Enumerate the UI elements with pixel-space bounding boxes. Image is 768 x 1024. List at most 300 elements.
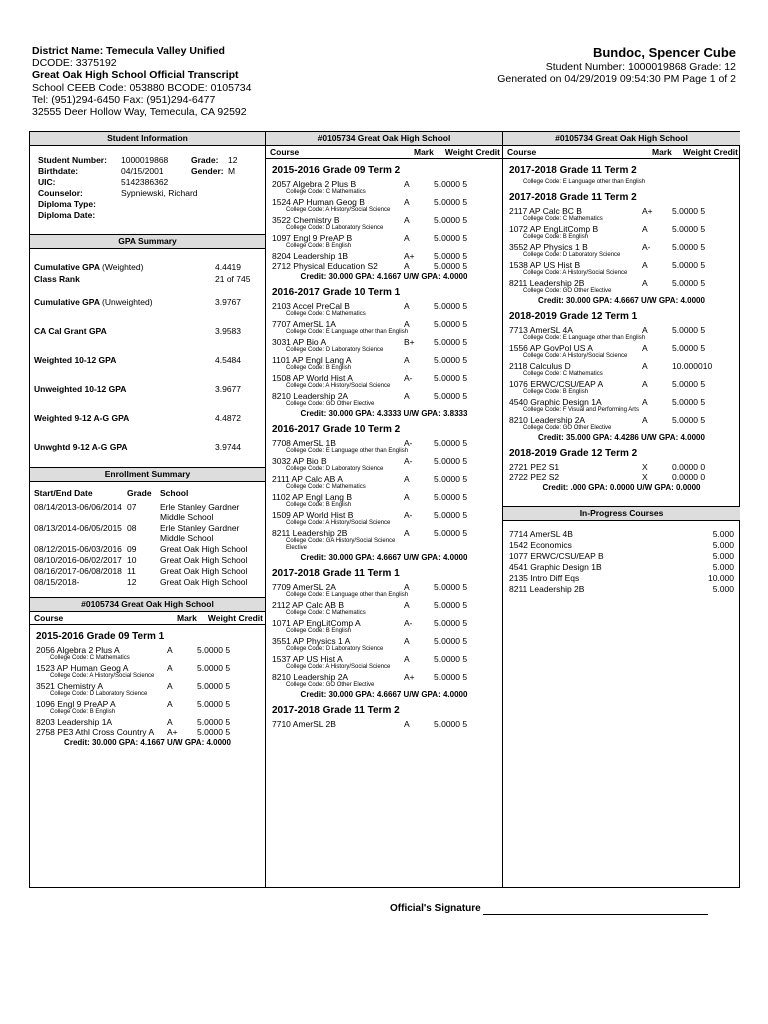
in-progress-row — [503, 540, 740, 551]
course-name: 8210 Leadership 2A — [272, 391, 349, 401]
label: UIC: — [38, 177, 56, 187]
school-title: Great Oak High School Official Transcript — [32, 69, 239, 82]
college-code: College Code: GO Other Elective — [523, 425, 612, 431]
course-row — [266, 582, 502, 592]
course-row — [503, 242, 740, 252]
enrollment-grade: 08 — [127, 523, 137, 533]
college-code: College Code: GO Other Elective — [523, 288, 612, 294]
course-weight-credit: 5.0000 5 — [434, 355, 468, 365]
term-block — [503, 165, 740, 305]
college-code: College Code: E Language other than English — [286, 592, 409, 598]
term-block — [266, 568, 502, 699]
course-weight-credit: 5.0000 5 — [672, 224, 706, 234]
enrollment-date: 08/14/2013-06/06/2014 — [34, 502, 122, 512]
college-code: College Code: E Language other than English — [523, 335, 646, 341]
course-weight-credit: 5.0000 5 — [197, 699, 231, 709]
course-row — [503, 472, 740, 482]
course-mark: A — [167, 699, 173, 709]
term-title: 2017-2018 Grade 11 Term 1 — [272, 568, 400, 579]
in-progress-course: 8211 Leadership 2B — [509, 584, 585, 594]
grade: 12 — [228, 155, 238, 165]
course-weight-credit: 5.0000 5 — [434, 492, 468, 502]
course-weight-credit: 5.0000 5 — [434, 301, 468, 311]
school-address: 32555 Deer Hollow Way, Temecula, CA 92592 — [32, 106, 247, 119]
term-block — [266, 165, 502, 281]
label: Counselor: — [38, 188, 83, 198]
student-info-title: Student Information — [30, 132, 265, 146]
in-progress-row — [503, 573, 740, 584]
course-name: 2111 AP Calc AB A — [272, 474, 343, 484]
course-name: 2118 Calculus D — [509, 361, 571, 371]
course-row — [266, 373, 502, 383]
course-mark: A — [404, 261, 410, 271]
enrollment-grade: 12 — [127, 577, 137, 587]
term-credit-summary: Credit: 30.000 GPA: 4.1667 U/W GPA: 4.0000 — [300, 272, 468, 281]
enrollment-school: Great Oak High School — [160, 555, 248, 565]
college-code: College Code: D Laboratory Science — [523, 252, 621, 258]
course-row — [266, 438, 502, 448]
course-row — [266, 215, 502, 225]
course-row — [266, 600, 502, 610]
term-title: 2016-2017 Grade 10 Term 2 — [272, 424, 401, 435]
course-name: 2758 PE3 Athl Cross Country A — [36, 727, 155, 737]
enrollment-grade: 10 — [127, 555, 137, 565]
district-header — [32, 45, 251, 118]
column-middle — [265, 132, 502, 887]
course-row — [266, 355, 502, 365]
course-weight-credit: 5.0000 5 — [434, 261, 468, 271]
course-row — [266, 636, 502, 646]
course-weight-credit: 5.0000 5 — [434, 373, 468, 383]
college-code: College Code: A History/Social Science — [286, 383, 391, 389]
student-header — [497, 45, 736, 85]
course-weight-credit: 5.0000 5 — [672, 325, 706, 335]
course-mark: A- — [404, 618, 413, 628]
enrollment-row — [30, 577, 265, 587]
cal-grant-gpa: 3.9583 — [215, 326, 241, 336]
school-heading: #0105734 Great Oak High School — [30, 598, 265, 612]
course-row — [30, 645, 265, 655]
course-row — [503, 325, 740, 335]
course-weight-credit: 5.0000 5 — [434, 582, 468, 592]
student-name: Bundoc, Spencer Cube — [592, 45, 736, 60]
course-mark: A — [642, 343, 648, 353]
term-title: 2017-2018 Grade 11 Term 2 — [509, 165, 637, 176]
course-weight-credit: 5.0000 5 — [434, 510, 468, 520]
course-row — [266, 197, 502, 207]
term-credit-summary: Credit: 30.000 GPA: 4.6667 U/W GPA: 4.0000 — [300, 690, 468, 699]
course-mark: A — [404, 319, 410, 329]
college-code: College Code: A History/Social Science — [523, 353, 628, 359]
course-weight-credit: 5.0000 5 — [434, 474, 468, 484]
in-progress-credit: 5.000 — [712, 540, 734, 550]
course-name: 7707 AmerSL 1A — [272, 319, 336, 329]
label: Diploma Type: — [38, 199, 96, 209]
column-right — [502, 132, 740, 887]
course-name: 1537 AP US Hist A — [272, 654, 343, 664]
unweighted-10-12-gpa: 3.9677 — [215, 384, 241, 394]
in-progress-course: 7714 AmerSL 4B — [509, 529, 573, 539]
college-code: College Code: GO Other Elective — [286, 401, 375, 407]
course-row — [503, 260, 740, 270]
enrollment-grade: 07 — [127, 502, 137, 512]
course-weight-credit: 5.0000 5 — [434, 197, 468, 207]
term-credit-summary: Credit: 35.000 GPA: 4.4286 U/W GPA: 4.0000 — [538, 433, 705, 442]
enrollment-row — [30, 555, 265, 565]
course-row — [503, 462, 740, 472]
course-row — [266, 672, 502, 682]
course-name: 7713 AmerSL 4A — [509, 325, 573, 335]
course-mark: A — [404, 719, 410, 729]
course-weight-credit: 5.0000 5 — [672, 260, 706, 270]
course-row — [266, 510, 502, 520]
course-mark: X — [642, 472, 648, 482]
enrollment-school: Erle Stanley Gardner Middle School — [160, 502, 240, 522]
course-mark: A — [642, 260, 648, 270]
college-code: College Code: E Language other than English — [286, 448, 409, 454]
term-title: 2017-2018 Grade 11 Term 2 — [509, 192, 637, 203]
course-mark: A+ — [404, 672, 415, 682]
course-weight-credit: 10.000010 — [672, 361, 713, 371]
course-col-header: Course Mark Weight Credit — [503, 146, 740, 159]
course-row — [503, 379, 740, 389]
in-progress-credit: 10.000 — [708, 573, 734, 583]
term-block — [266, 287, 502, 418]
course-row — [503, 278, 740, 288]
college-code: College Code: D Laboratory Science — [286, 225, 384, 231]
counselor: Sypniewski, Richard — [121, 188, 198, 198]
college-code: College Code: D Laboratory Science — [286, 347, 384, 353]
college-code: College Code: B English — [286, 502, 352, 508]
course-mark: A — [167, 717, 173, 727]
course-col-header: Course Mark Weight Credit — [30, 612, 265, 625]
course-row — [266, 492, 502, 502]
course-name: 3031 AP Bio A — [272, 337, 327, 347]
course-row — [266, 261, 502, 271]
label: Grade: — [191, 155, 219, 165]
course-weight-credit: 5.0000 5 — [434, 528, 468, 538]
course-mark: A- — [404, 438, 413, 448]
in-progress-row — [503, 562, 740, 573]
college-code: College Code: GO Other Elective — [286, 682, 375, 688]
course-row — [266, 654, 502, 664]
college-code: College Code: A History/Social Science — [523, 270, 628, 276]
course-row — [503, 415, 740, 425]
term-credit-summary: Credit: 30.000 GPA: 4.6667 U/W GPA: 4.0000 — [538, 296, 705, 305]
course-mark: A — [404, 528, 410, 538]
college-code: College Code: A History/Social Science — [50, 673, 155, 679]
enrollment-row — [30, 566, 265, 576]
course-name: 4540 Graphic Design 1A — [509, 397, 602, 407]
in-progress-list — [503, 521, 740, 595]
college-code: College Code: A History/Social Science — [286, 664, 391, 670]
course-weight-credit: 5.0000 5 — [197, 681, 231, 691]
weighted-9-12-gpa: 4.4872 — [215, 413, 241, 423]
course-mark: B+ — [404, 337, 415, 347]
college-code: College Code: E Language other than English — [286, 329, 409, 335]
transcript-frame — [29, 131, 740, 888]
course-row — [266, 233, 502, 243]
enrollment-list — [30, 502, 265, 587]
school-heading: #0105734 Great Oak High School — [266, 132, 502, 146]
course-name: 1509 AP World Hist B — [272, 510, 354, 520]
college-code: College Code: A History/Social Science — [286, 520, 391, 526]
gpa-summary-title: GPA Summary — [30, 235, 265, 249]
course-mark: A — [404, 582, 410, 592]
term-block — [503, 448, 740, 492]
enrollment-school: Erle Stanley Gardner Middle School — [160, 523, 240, 543]
course-row — [503, 397, 740, 407]
course-col-header: Course Mark Weight Credit — [266, 146, 502, 159]
course-name: 2056 Algebra 2 Plus A — [36, 645, 120, 655]
course-weight-credit: 5.0000 5 — [672, 415, 706, 425]
course-name: 1538 AP US Hist B — [509, 260, 581, 270]
student-number: 1000019868 — [121, 155, 169, 165]
course-mark: A- — [404, 373, 413, 383]
course-name: 2722 PE2 S2 — [509, 472, 560, 482]
term-credit-summary: Credit: 30.000 GPA: 4.3333 U/W GPA: 3.8333 — [300, 409, 468, 418]
course-weight-credit: 5.0000 5 — [197, 727, 231, 737]
gpa-summary: Cumulative GPA (Weighted) 4.4419 Class Rank 21 of 745 Cumulative GPA (Unweighted) 3.9767 CA Cal Grant GPA 3.9583 Weighted 10-12 GPA 4.5484 Unweighted 10-12 GPA 3.9677 Weighted 9-12 A-G GPA 4.4872 Unwghtd 9-12 A-G GPA 3.9744 — [30, 262, 265, 452]
college-code: College Code: B English — [286, 365, 352, 371]
course-weight-credit: 5.0000 5 — [434, 438, 468, 448]
course-mark: A+ — [404, 251, 415, 261]
enrollment-grade: 11 — [127, 566, 136, 576]
course-mark: A- — [642, 242, 651, 252]
course-weight-credit: 5.0000 5 — [197, 663, 231, 673]
course-row — [503, 361, 740, 371]
term-title: 2015-2016 Grade 09 Term 1 — [36, 631, 165, 642]
course-name: 8204 Leadership 1B — [272, 251, 349, 261]
college-code: College Code: B English — [286, 243, 352, 249]
course-mark: A — [404, 179, 410, 189]
course-mark: A- — [404, 456, 413, 466]
course-name: 7710 AmerSL 2B — [272, 719, 336, 729]
enrollment-date: 08/10/2016-06/02/2017 — [34, 555, 122, 565]
course-row — [266, 301, 502, 311]
college-code: College Code: B English — [50, 709, 116, 715]
college-code: College Code: E Language other than English — [523, 179, 646, 185]
course-row — [30, 681, 265, 691]
course-row — [266, 474, 502, 484]
course-weight-credit: 5.0000 5 — [434, 337, 468, 347]
course-row — [30, 727, 265, 737]
weighted-10-12-gpa: 4.5484 — [215, 355, 241, 365]
college-code: College Code: D Laboratory Science — [286, 466, 384, 472]
course-weight-credit: 5.0000 5 — [434, 319, 468, 329]
course-mark: A — [167, 663, 173, 673]
gender: M — [228, 166, 236, 176]
course-weight-credit: 5.0000 5 — [434, 456, 468, 466]
college-code: College Code: C Mathematics — [523, 216, 603, 222]
term-block — [30, 631, 265, 747]
enrollment-row — [30, 523, 265, 543]
course-mark: A — [167, 681, 173, 691]
course-name: 3032 AP Bio B — [272, 456, 327, 466]
course-name: 3522 Chemistry B — [272, 215, 340, 225]
college-code: College Code: C Mathematics — [523, 371, 603, 377]
course-weight-credit: 5.0000 5 — [434, 654, 468, 664]
college-code: College Code: C Mathematics — [286, 610, 366, 616]
course-row — [266, 179, 502, 189]
in-progress-row — [503, 584, 740, 595]
enrollment-date: 08/13/2014-06/05/2015 — [34, 523, 122, 533]
course-name: 8210 Leadership 2A — [509, 415, 586, 425]
enrollment-date: 08/15/2018- — [34, 577, 80, 587]
column-left — [30, 132, 265, 887]
term-title: 2018-2019 Grade 12 Term 2 — [509, 448, 638, 459]
enrollment-school: Great Oak High School — [160, 577, 248, 587]
enrollment-row — [30, 544, 265, 554]
course-row — [266, 528, 502, 538]
in-progress-credit: 5.000 — [712, 551, 734, 561]
student-number-grade: Student Number: 1000019868 Grade: 12 — [545, 61, 736, 73]
course-name: 1071 AP EngLitComp A — [272, 618, 361, 628]
enrollment-grade: 09 — [127, 544, 137, 554]
course-mark: A — [404, 215, 410, 225]
course-mark: A — [167, 645, 173, 655]
college-code: College Code: C Mathematics — [286, 311, 366, 317]
cumulative-gpa-weighted: 4.4419 — [215, 262, 241, 272]
signature-line — [483, 914, 708, 915]
term-block — [266, 705, 502, 729]
course-row — [266, 251, 502, 261]
course-row — [266, 456, 502, 466]
in-progress-row — [503, 551, 740, 562]
course-weight-credit: 5.0000 5 — [434, 600, 468, 610]
course-mark: A — [404, 492, 410, 502]
course-weight-credit: 5.0000 5 — [672, 397, 706, 407]
course-weight-credit: 5.0000 5 — [672, 379, 706, 389]
course-name: 1102 AP Engl Lang B — [272, 492, 353, 502]
course-row — [503, 224, 740, 234]
course-weight-credit: 5.0000 5 — [434, 233, 468, 243]
label: Student Number: — [38, 155, 107, 165]
course-row — [30, 717, 265, 727]
signature-label: Official's Signature — [390, 903, 481, 914]
course-mark: A — [404, 654, 410, 664]
course-mark: A+ — [642, 206, 653, 216]
uic: 5142386362 — [121, 177, 169, 187]
course-name: 1524 AP Human Geog B — [272, 197, 365, 207]
course-mark: A+ — [167, 727, 178, 737]
school-heading: #0105734 Great Oak High School — [503, 132, 740, 146]
in-progress-course: 1077 ERWC/CSU/EAP B — [509, 551, 604, 561]
college-code: College Code: B English — [523, 389, 589, 395]
course-row — [266, 319, 502, 329]
course-row — [266, 337, 502, 347]
course-mark: A — [404, 233, 410, 243]
course-mark: X — [642, 462, 648, 472]
course-name: 2112 AP Calc AB B — [272, 600, 344, 610]
term-credit-summary: Credit: 30.000 GPA: 4.1667 U/W GPA: 4.0000 — [64, 738, 231, 747]
course-row — [503, 206, 740, 216]
in-progress-credit: 5.000 — [712, 529, 734, 539]
enrollment-header: Start/End Date Grade School — [34, 488, 189, 498]
course-row — [503, 343, 740, 353]
course-mark: A — [404, 636, 410, 646]
term-block — [503, 311, 740, 442]
college-code: College Code: B English — [286, 628, 352, 634]
unweighted-9-12-gpa: 3.9744 — [215, 442, 241, 452]
course-mark: A — [642, 379, 648, 389]
course-name: 8210 Leadership 2A — [272, 672, 349, 682]
label: Gender: — [191, 166, 224, 176]
course-name: 2721 PE2 S1 — [509, 462, 560, 472]
course-mark: A — [642, 325, 648, 335]
course-name: 7708 AmerSL 1B — [272, 438, 336, 448]
course-weight-credit: 0.0000 0 — [672, 472, 706, 482]
college-code: College Code: D Laboratory Science — [50, 691, 148, 697]
course-weight-credit: 5.0000 5 — [672, 242, 706, 252]
college-code: College Code: F Visual and Performing Arts — [523, 407, 639, 413]
label: Diploma Date: — [38, 210, 96, 220]
term-credit-summary: Credit: .000 GPA: 0.0000 U/W GPA: 0.0000 — [542, 483, 701, 492]
course-weight-credit: 5.0000 5 — [434, 672, 468, 682]
course-mark: A — [642, 224, 648, 234]
college-code: College Code: C Mathematics — [286, 484, 366, 490]
college-code: College Code: A History/Social Science — [286, 207, 391, 213]
course-name: 1523 AP Human Geog A — [36, 663, 129, 673]
course-name: 8211 Leadership 2B — [272, 528, 348, 538]
course-name: 1556 AP GovPol US A — [509, 343, 593, 353]
college-code: College Code: D Laboratory Science — [286, 646, 384, 652]
course-mark: A — [404, 391, 410, 401]
cumulative-gpa-unweighted: 3.9767 — [215, 297, 241, 307]
ceeb-code: School CEEB Code: 053880 BCODE: 0105734 — [32, 81, 252, 94]
course-name: 2057 Algebra 2 Plus B — [272, 179, 357, 189]
course-name: 7709 AmerSL 2A — [272, 582, 336, 592]
course-weight-credit: 5.0000 5 — [434, 618, 468, 628]
label: Birthdate: — [38, 166, 79, 176]
course-mark: A — [404, 301, 410, 311]
course-name: 1076 ERWC/CSU/EAP A — [509, 379, 604, 389]
course-name: 1101 AP Engl Lang A — [272, 355, 352, 365]
course-name: 1072 AP EngLitComp B — [509, 224, 599, 234]
enrollment-date: 08/12/2015-06/03/2016 — [34, 544, 122, 554]
course-name: 3521 Chemistry A — [36, 681, 104, 691]
college-code: College Code: GA History/Social Science Elective — [286, 538, 396, 551]
course-name: 2117 AP Calc BC B — [509, 206, 582, 216]
course-row — [266, 391, 502, 401]
course-name: 3551 AP Physics 1 A — [272, 636, 351, 646]
school-phone: Tel: (951)294-6450 Fax: (951)294-6477 — [32, 93, 216, 106]
course-mark: A — [404, 355, 410, 365]
course-row — [30, 663, 265, 673]
birthdate: 04/15/2001 — [121, 166, 164, 176]
course-mark: A- — [404, 510, 413, 520]
in-progress-course: 1542 Economics — [509, 540, 572, 550]
term-title: 2017-2018 Grade 11 Term 2 — [272, 705, 400, 716]
course-name: 2103 Accel PreCal B — [272, 301, 350, 311]
in-progress-credit: 5.000 — [712, 562, 734, 572]
course-name: 2712 Physical Education S2 — [272, 261, 378, 271]
generated-date: Generated on 04/29/2019 09:54:30 PM Page 1 of 2 — [497, 73, 736, 86]
college-code: College Code: B English — [523, 234, 589, 240]
course-weight-credit: 5.0000 5 — [197, 717, 231, 727]
course-weight-credit: 5.0000 5 — [434, 251, 468, 261]
course-weight-credit: 0.0000 0 — [672, 462, 706, 472]
course-weight-credit: 5.0000 5 — [434, 391, 468, 401]
course-mark: A — [404, 600, 410, 610]
class-rank: 21 of 745 — [215, 274, 251, 284]
term-title: 2016-2017 Grade 10 Term 1 — [272, 287, 401, 298]
course-row — [266, 719, 502, 729]
college-code: College Code: C Mathematics — [50, 655, 130, 661]
enrollment-row — [30, 502, 265, 522]
course-name: 1097 Engl 9 PreAP B — [272, 233, 353, 243]
enrollment-school: Great Oak High School — [160, 544, 248, 554]
